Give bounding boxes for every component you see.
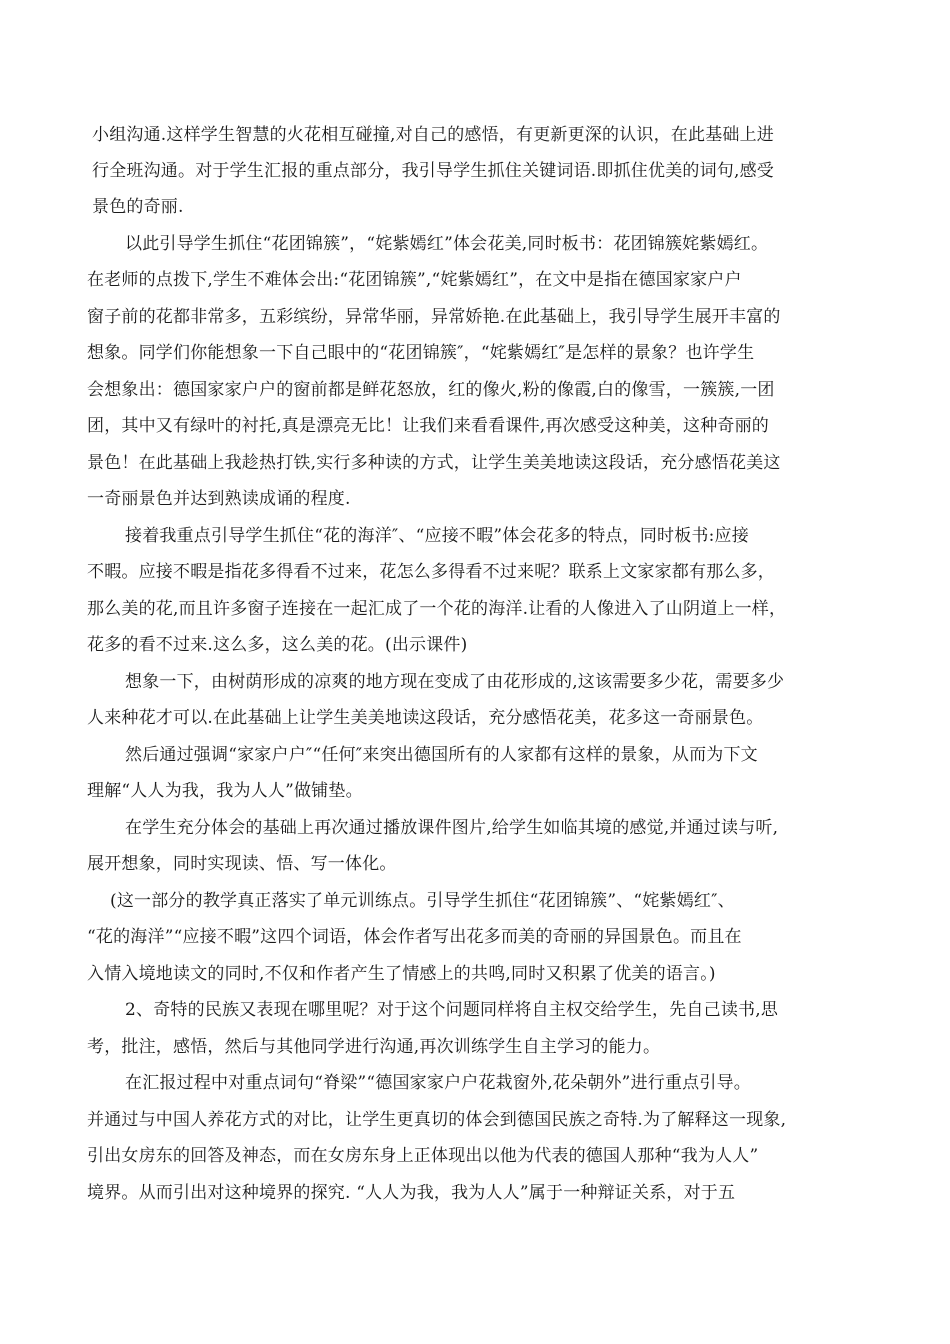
text-line: 行全班沟通。对于学生汇报的重点部分，我引导学生抓住关键词语.即抓住优美的词句,感受 <box>92 161 775 181</box>
text-line: 以此引导学生抓住“花团锦簇”，“姹紫嫣红”体会花美,同时板书：花团锦簇姹紫嫣红。 <box>125 234 769 254</box>
text-line: 在老师的点拨下,学生不难体会出:“花团锦簇”,“姹紫嫣红”，在文中是指在德国家家户户 <box>87 270 742 290</box>
text-line: 一奇丽景色并达到熟读成诵的程度. <box>87 489 351 509</box>
text-line: 那么美的花,而且许多窗子连接在一起汇成了一个花的海洋.让看的人像进入了山阴道上一样， <box>87 599 787 619</box>
text-line: 入情入境地读文的同时,不仅和作者产生了情感上的共鸣,同时又积累了优美的语言。) <box>87 964 716 984</box>
text-line: 理解“人人为我，我为人人”做铺垫。 <box>87 781 363 801</box>
text-line: 接着我重点引导学生抓住“花的海洋″、“应接不暇”体会花多的特点，同时板书:应接 <box>125 526 749 546</box>
text-line: 人来种花才可以.在此基础上让学生美美地读这段话，充分感悟花美，花多这一奇丽景色。 <box>87 708 764 728</box>
text-line: 然后通过强调“家家户户″“任何″来突出德国所有的人家都有这样的景象，从而为下文 <box>125 745 758 765</box>
text-line: 小组沟通.这样学生智慧的火花相互碰撞,对自己的感悟，有更新更深的认识，在此基础上进 <box>92 125 775 145</box>
text-line: “花的海洋”“应接不暇”这四个词语，体会作者写出花多而美的奇丽的异国景色。而且在 <box>87 927 742 947</box>
text-line: 境界。从而引出对这种境界的探究. “人人为我，我为人人”属于一种辩证关系，对于五 <box>87 1183 736 1203</box>
text-line: 考，批注，感悟，然后与其他同学进行沟通,再次训练学生自主学习的能力。 <box>87 1037 661 1057</box>
text-line: 2、奇特的民族又表现在哪里呢？对于这个问题同样将自主权交给学生，先自己读书,思 <box>125 1000 779 1020</box>
text-line: 不暇。应接不暇是指花多得看不过来，花怎么多得看不过来呢？联系上文家家都有那么多， <box>87 562 775 582</box>
text-line: 引出女房东的回答及神态，而在女房东身上正体现出以他为代表的德国人那种“我为人人” <box>87 1146 759 1166</box>
text-line: 并通过与中国人养花方式的对比，让学生更真切的体会到德国民族之奇特.为了解释这一现象, <box>87 1110 787 1130</box>
text-line: 在学生充分体会的基础上再次通过播放课件图片,给学生如临其境的感觉,并通过读与听, <box>125 818 779 838</box>
text-line: 想象。同学们你能想象一下自己眼中的“花团锦簇″，“姹紫嫣红″是怎样的景象？也许学生 <box>87 343 755 363</box>
text-line: 花多的看不过来.这么多，这么美的花。(出示课件) <box>87 635 468 655</box>
text-line: 窗子前的花都非常多，五彩缤纷，异常华丽，异常娇艳.在此基础上，我引导学生展开丰富的 <box>87 307 781 327</box>
text-line: 景色！在此基础上我趁热打铁,实行多种读的方式，让学生美美地读这段话，充分感悟花美这 <box>87 453 781 473</box>
text-line: 展开想象，同时实现读、悟、写一体化。 <box>87 854 397 874</box>
text-line: 景色的奇丽. <box>92 197 184 217</box>
text-line: 在汇报过程中对重点词句“脊梁”“德国家家户户花栽窗外,花朵朝外”进行重点引导。 <box>125 1073 751 1093</box>
text-line: 会想象出：德国家家户户的窗前都是鲜花怒放，红的像火,粉的像霞,白的像雪，一簇簇,一团 <box>87 380 775 400</box>
text-line: (这一部分的教学真正落实了单元训练点。引导学生抓住“花团锦簇”、“姹紫嫣红″、 <box>110 891 735 911</box>
text-line: 想象一下，由树荫形成的凉爽的地方现在变成了由花形成的,这该需要多少花，需要多少 <box>125 672 785 692</box>
text-line: 团，其中又有绿叶的衬托,真是漂亮无比！让我们来看看课件,再次感受这种美，这种奇丽的 <box>87 416 770 436</box>
